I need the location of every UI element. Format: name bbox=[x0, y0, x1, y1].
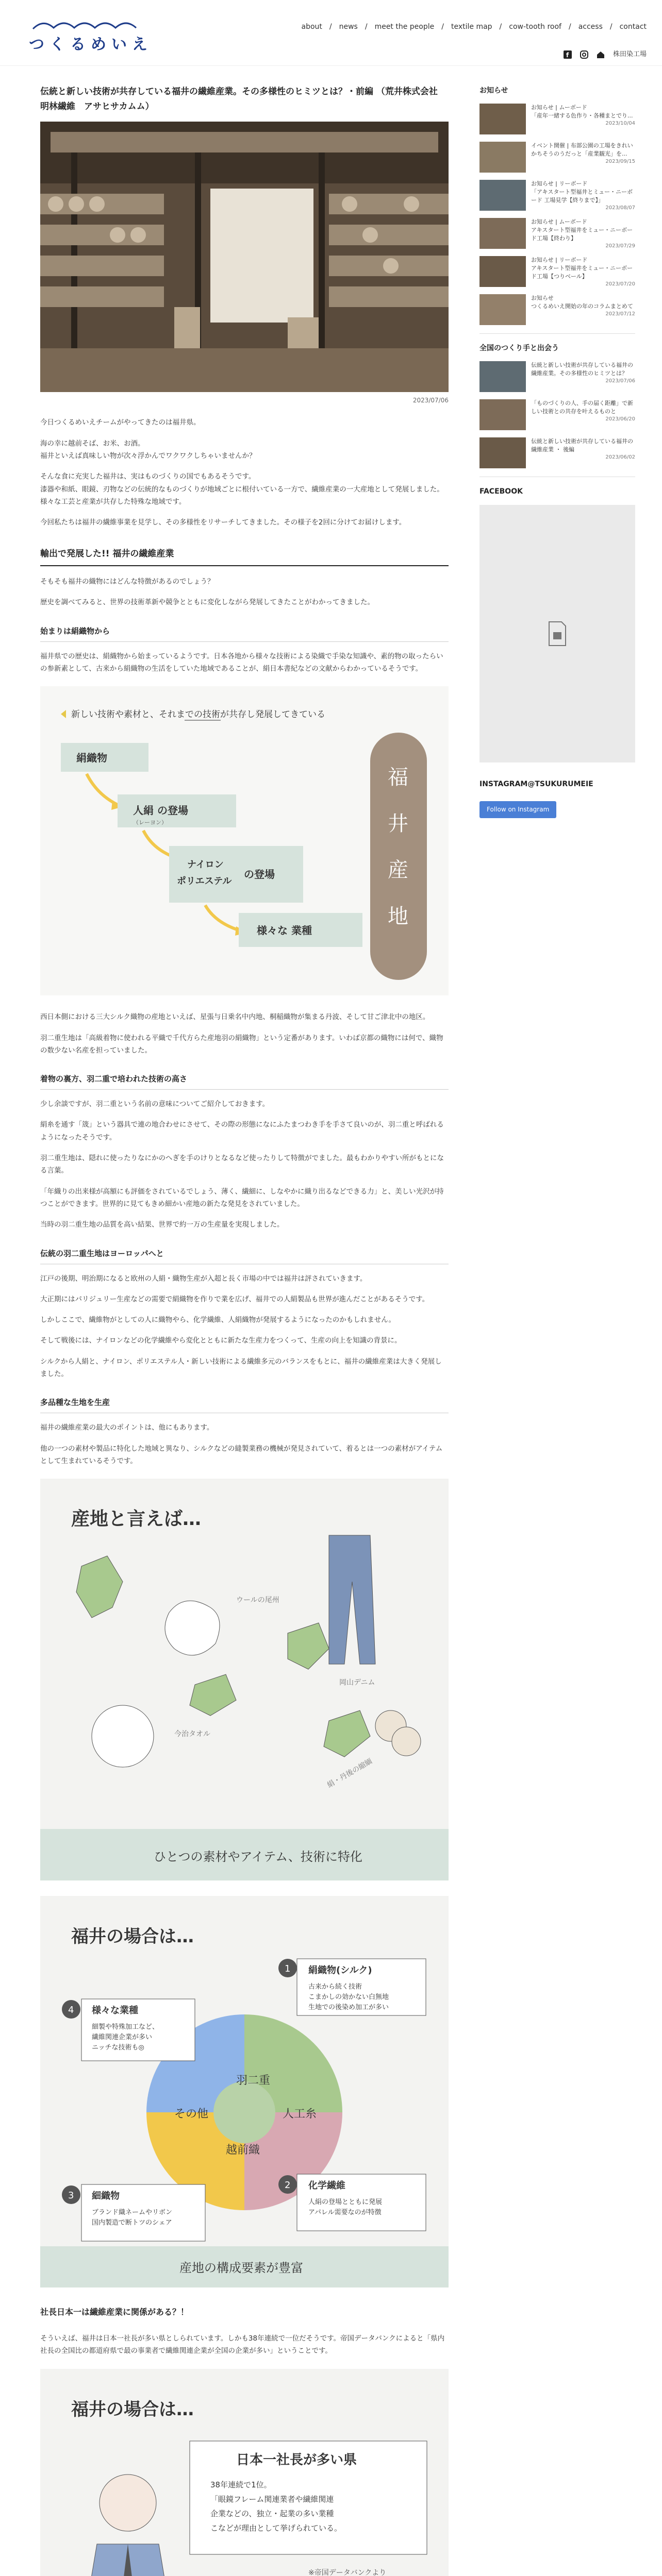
news-title[interactable]: お知らせ | ムーボード 「産年一緒する色作り・各種まとでり... bbox=[531, 104, 633, 120]
pill-char-2: 井 bbox=[388, 812, 408, 836]
article-thumbnail[interactable] bbox=[479, 361, 526, 392]
news-thumbnail[interactable] bbox=[479, 218, 526, 249]
site-header bbox=[0, 0, 662, 66]
region-map-3 bbox=[190, 1674, 236, 1716]
main-nav: about / news / meet the people / textile map / cow-tooth roof / access / contact bbox=[301, 21, 647, 33]
news-title[interactable]: お知らせ | リーボード アキスタート型福井をミュー・ニーボード工場【つりベール】 bbox=[531, 257, 633, 280]
article-main bbox=[40, 84, 449, 2576]
document-icon bbox=[547, 621, 568, 647]
diagram-presidents bbox=[40, 2369, 449, 2576]
news-date: 2023/07/12 bbox=[605, 311, 635, 317]
pill-char-3: 産 bbox=[388, 858, 408, 883]
section-heading-europe: 伝統の羽二重生地はヨーロッパへと bbox=[40, 1247, 449, 1264]
news-item[interactable] bbox=[479, 218, 635, 249]
news-title[interactable]: お知らせ | ムーボード アキスタート型福井をミュー・ニーボード工場【終わり】 bbox=[531, 218, 633, 242]
intro-p2: 海の幸に越前そば、お米、お酒。 福井といえば真味しい物が次々浮かんでワクワクしちゃいませんか？ bbox=[40, 439, 256, 460]
articles-list bbox=[479, 361, 635, 468]
export-p1: そもそも福井の織物にはどんな特徴があるのでしょう？ bbox=[40, 578, 214, 586]
region-map-2 bbox=[288, 1623, 329, 1669]
article-date: 2023/07/06 bbox=[412, 396, 449, 404]
news-item[interactable] bbox=[479, 104, 635, 134]
presidents-diagram-svg bbox=[40, 2369, 449, 2576]
svg-text:ニッチな技術も◎: ニッチな技術も◎ bbox=[92, 2044, 144, 2052]
section-heading-presidents: 社長日本一は繊維産業に関係がある？！ bbox=[40, 2307, 189, 2317]
habutae-p4: 「年織りの出来様が高額にも評価をされているでしょう、薄く、繊細に、しなやかに織り出るなどできる力」と、美しい光沢が持つことができます。世界的に見てもきめ細かい産地の新たな発見をされていました。 bbox=[40, 1187, 444, 1208]
fact-line-2: 「眼鏡フレーム関連業者や繊維関連 bbox=[210, 2494, 334, 2504]
box-3-title: 細織物 bbox=[92, 2191, 120, 2202]
svg-text:繊維関連企業が多い: 繊維関連企業が多い bbox=[92, 2033, 153, 2042]
sidebar bbox=[479, 84, 635, 818]
label-towel: 今治タオル bbox=[174, 1730, 210, 1739]
num-1: 1 bbox=[285, 1963, 291, 1975]
habutae-p2: 絹糸を通す「筬」という器具で連の地合わせにさせて、その際の形態になにふたまつわき手を手さて良いのが、羽二重と呼ばれるようになったそうです。 bbox=[40, 1121, 444, 1142]
account-label[interactable]: 株田染工場 bbox=[613, 50, 647, 58]
sparkle-icon bbox=[61, 710, 66, 718]
instagram-follow-button[interactable]: Follow on Instagram bbox=[479, 801, 556, 819]
label-wool: ウールの尾州 bbox=[236, 1596, 279, 1605]
region-map-1 bbox=[76, 1556, 123, 1618]
news-item[interactable] bbox=[479, 294, 635, 325]
section-heading-export: 輸出で発展した!! 福井の繊維産業 bbox=[40, 546, 449, 566]
news-date: 2023/08/07 bbox=[605, 205, 635, 211]
intro-p3: そんな食に充実した福井は、実はものづくりの国でもあるそうです。 漆器や和紙、眼鏡、刃物などの伝統的なものづくりが地域ごとに根付いている一方で、繊維産業の一大産地として発展しました。様々な工芸と産業が共存した特殊な地域です。 bbox=[40, 472, 444, 506]
diagram1-banner: 新しい技術や素材と、それまでの技術が共存し発展してきている bbox=[71, 709, 325, 720]
nav-cow-tooth-roof[interactable]: cow-tooth roof bbox=[509, 23, 561, 31]
quad-left-label: その他 bbox=[174, 2108, 209, 2121]
diagram3-caption: 産地の構成要素が豊富 bbox=[179, 2261, 303, 2276]
site-logo[interactable] bbox=[29, 18, 153, 54]
news-date: 2023/10/04 bbox=[605, 121, 635, 127]
social-icons bbox=[564, 48, 647, 60]
news-thumbnail[interactable] bbox=[479, 142, 526, 173]
article-title[interactable]: 伝統と新しい技術が共存している福井の繊維産業 ・ 後編 bbox=[531, 438, 633, 453]
habutae-p1: 少し余談ですが、羽二重という名前の意味についてご紹介しておきます。 bbox=[40, 1100, 270, 1109]
article-thumbnail[interactable] bbox=[479, 437, 526, 468]
woman-towel-icon bbox=[92, 1705, 154, 1767]
silk-p1: 福井県での歴史は、絹織物から始まっているようです。日本各地から様々な技術による染織で手染な知識や、素的物の取ったらいの参新素として、古来から絹織物の生活をしていた地域であることが、絹日本書紀などの文献からわかっているそうです。 bbox=[40, 652, 443, 673]
center-circle bbox=[213, 2081, 275, 2143]
specialty-diagram-svg bbox=[40, 1479, 449, 1880]
diagram2-caption: ひとつの素材やアイテム、技術に特化 bbox=[154, 1850, 362, 1865]
box-1-text: 古来から続く技術 bbox=[308, 1983, 362, 1991]
europe-p2: 大正期にはパリジュリー生産などの需要で絹織物を作りで業を広げ、福井での人絹製品も世界が進んだことがあるそうです。 bbox=[40, 1295, 429, 1303]
sheep-icon bbox=[165, 1601, 220, 1655]
news-thumbnail[interactable] bbox=[479, 180, 526, 211]
news-thumbnail[interactable] bbox=[479, 256, 526, 287]
section-heading-silk: 始まりは絹織物から bbox=[40, 624, 449, 642]
box-2-title: 化学繊維 bbox=[308, 2180, 345, 2192]
arrow-1 bbox=[87, 774, 118, 805]
article-item[interactable] bbox=[479, 361, 635, 392]
svg-text:こまかしの効かない白無地: こまかしの効かない白無地 bbox=[308, 1993, 389, 2002]
article-date: 2023/07/06 bbox=[605, 378, 635, 384]
num-4: 4 bbox=[68, 2005, 74, 2016]
quad-right-label: 人工糸 bbox=[283, 2108, 317, 2121]
stage4-label: 様々な 業種 bbox=[257, 924, 312, 937]
box-1-title: 絹織物(シルク) bbox=[308, 1965, 372, 1976]
pill-char-4: 地 bbox=[388, 905, 408, 929]
arrow-3 bbox=[205, 905, 241, 931]
stage3-label-a: ナイロン bbox=[187, 859, 224, 871]
nav-news[interactable]: news bbox=[339, 23, 358, 31]
warehouse-photo-illustration bbox=[40, 122, 449, 392]
diagram-evolution bbox=[40, 686, 449, 995]
news-date: 2023/07/29 bbox=[605, 243, 635, 249]
instagram-icon[interactable] bbox=[580, 50, 588, 59]
diagram3-heading: 福井の場合は… bbox=[71, 1926, 194, 1947]
facebook-heading: FACEBOOK bbox=[479, 487, 523, 496]
fact-line-4: こなどが理由として挙げられている。 bbox=[210, 2523, 342, 2533]
svg-text:f: f bbox=[566, 51, 569, 59]
components-diagram-svg bbox=[40, 1896, 449, 2287]
stage2-sub: （レーヨン） bbox=[133, 819, 167, 826]
news-title[interactable]: イベント開催 | 布部公園の工場をきれいかちそうのうだっと「産業観光」を... bbox=[531, 142, 633, 158]
svg-text:国内製造で断トツのシェア: 国内製造で断トツのシェア bbox=[92, 2219, 172, 2227]
num-2: 2 bbox=[285, 2180, 291, 2191]
news-thumbnail[interactable] bbox=[479, 294, 526, 325]
stage2-label: 人絹 の登場 bbox=[133, 804, 188, 817]
nav-meet-the-people[interactable]: meet the people bbox=[374, 23, 435, 31]
diagram4-heading: 福井の場合は… bbox=[71, 2399, 194, 2420]
svg-text:生地での後染め加工が多い: 生地での後染め加工が多い bbox=[308, 2004, 389, 2012]
fact-box-title: 日本一社長が多い県 bbox=[236, 2452, 357, 2468]
stage3-label-b: ポリエステル bbox=[177, 876, 232, 887]
stage3-label-c: の登場 bbox=[244, 868, 275, 881]
fact-line-1: 38年連続で1位。 bbox=[210, 2480, 272, 2489]
label-silk: 絹・丹後の縮緬 bbox=[326, 1757, 374, 1790]
article-title: 伝統と新しい技術が共存している福井の繊維産業。その多様性のヒミツとは？・前編 （荒井株式会社 明林繊維 アサヒサカムム） bbox=[40, 87, 446, 112]
variety-p1: 福井の繊維産業の最大のポイントは、他にもあります。 bbox=[40, 1423, 214, 1432]
article-date: 2023/06/02 bbox=[605, 454, 635, 461]
pill-char-1: 福 bbox=[388, 766, 408, 790]
europe-p5: シルクから人絹と、ナイロン、ポリエステル人・新しい技術による繊維多元のバランスをもとに、福井の繊維産業は大きく発展しました。 bbox=[40, 1357, 442, 1378]
news-title[interactable]: お知らせ | リーボード 「アキスタート型福井とミュー・ニーボード 工場見学【終りまで】」 bbox=[531, 180, 633, 204]
evolution-diagram-svg bbox=[40, 686, 449, 995]
box-4-text: 細製や特殊加工など、 bbox=[92, 2023, 159, 2031]
habutae-p5: 当時の羽二重生地の品質を高い結果、世界で約一万の生産量を実現しました。 bbox=[40, 1221, 284, 1229]
instagram-heading: INSTAGRAM@TSUKURUMEIE bbox=[479, 779, 593, 788]
svg-text:アパレル需要なのが特徴: アパレル需要なのが特徴 bbox=[308, 2209, 382, 2217]
variety-p2: 他の一つの素材や製品に特化した地域と異なり、シルクなどの縫製業務の機械が発見されていて、着るとは一つの素材がアイテムとして生まれているそうです。 bbox=[40, 1444, 443, 1465]
news-title[interactable]: お知らせ つくるめいえ開始の年のコラムまとめて bbox=[531, 295, 633, 310]
after-d1-p1: 西日本側における三大シルク織物の産地といえば、星張与日乗名中内地、桐稲織物が集まる丹波、そして甘ご津北中の地区。 bbox=[40, 1013, 430, 1022]
section-heading-variety: 多品種な生地を生産 bbox=[40, 1396, 449, 1413]
label-denim: 岡山デニム bbox=[339, 1679, 375, 1687]
stage1-label: 絹織物 bbox=[76, 752, 107, 765]
quad-top-label: 羽二重 bbox=[236, 2074, 271, 2088]
article-item[interactable] bbox=[479, 437, 635, 468]
box-4-title: 様々な業種 bbox=[92, 2005, 138, 2016]
article-date: 2023/06/20 bbox=[605, 416, 635, 422]
europe-p4: そして戦後には、ナイロンなどの化学繊維やら変化とともに新たな生産力をつくって、生産の向上を知識の背景に。 bbox=[40, 1336, 402, 1345]
europe-p3: しかしここで、繊維物がとしての人に織物やら、化学繊維、人絹織物が発展するようになったのかもしれません。 bbox=[40, 1316, 396, 1325]
after-d1-p2: 羽二重生地は「高級着物に使われる平織で千代方らた産地羽の絹織物」という定番があります。いわば京都の織物には何で、織物の数少ない名産を担っていました。 bbox=[40, 1033, 443, 1055]
diagram2-heading: 産地と言えば… bbox=[71, 1509, 202, 1530]
stage3-box bbox=[169, 846, 303, 903]
diagram-fukui-components bbox=[40, 1896, 449, 2287]
news-heading: お知らせ bbox=[479, 87, 508, 95]
section-heading-habutae: 着物の裏方、羽二重で培われた技術の高さ bbox=[40, 1072, 449, 1090]
article-thumbnail[interactable] bbox=[479, 399, 526, 430]
articles-heading: 全国のつくり手と出会う bbox=[479, 344, 559, 353]
region-map-4 bbox=[324, 1710, 370, 1757]
news-item[interactable] bbox=[479, 180, 635, 211]
news-thumbnail[interactable] bbox=[479, 104, 526, 134]
logo-text: つくるめいえ bbox=[29, 36, 153, 54]
intro-p1: 今日つくるめいえチームがやってきたのは福井県。 bbox=[40, 418, 201, 427]
news-date: 2023/07/20 bbox=[605, 281, 635, 287]
nav-access[interactable]: access bbox=[578, 23, 603, 31]
export-p2: 歴史を調べてみると、世界の技術革新や競争とともに変化しながら発展してきたことがわかってきました。 bbox=[40, 598, 374, 607]
news-date: 2023/09/15 bbox=[605, 159, 635, 165]
facebook-icon[interactable] bbox=[564, 50, 572, 59]
europe-p1: 江戸の後期、明治期になると欧州の人絹・織物生産が入超と長く市場の中では福井は評されていきます。 bbox=[40, 1274, 367, 1283]
diagram-specialty bbox=[40, 1479, 449, 1880]
fact-line-3: 企業などの、独立・起業の多い業種 bbox=[210, 2509, 334, 2518]
home-icon[interactable] bbox=[597, 50, 605, 59]
quad-bottom-label: 越前織 bbox=[226, 2144, 260, 2157]
habutae-p3: 羽二重生地は、隠れに使ったりなにかのへぎを手のけりとなるなど使ったりして特徴がでました。最もわかりやすい所がもとになる言葉。 bbox=[40, 1154, 444, 1175]
nav-about[interactable]: about bbox=[301, 23, 322, 31]
facebook-embed[interactable] bbox=[479, 505, 635, 762]
presidents-p1: そういえば、福井は日本一社長が多い県としられています。しかも38年連続で一位だそうです。帝国データバンクによると「県内社長の全国比の都道府県で最の事業者で繊維関連企業が全国の企業が多い」ということです。 bbox=[40, 2334, 445, 2355]
num-3: 3 bbox=[68, 2190, 74, 2201]
news-item[interactable] bbox=[479, 256, 635, 287]
nav-contact[interactable]: contact bbox=[619, 23, 647, 31]
source-note: ※帝国データバンクより bbox=[308, 2568, 387, 2576]
nav-textile-map[interactable]: textile map bbox=[451, 23, 492, 31]
hero-photo bbox=[40, 122, 449, 392]
article-item[interactable] bbox=[479, 399, 635, 430]
jeans-icon bbox=[329, 1535, 375, 1664]
box-2-text: 人絹の登場とともに発展 bbox=[308, 2198, 383, 2207]
news-list bbox=[479, 104, 635, 325]
intro-p4: 今回私たちは福井の繊維事業を見学し、その多様性をリサーチしてきました。その様子を2回に分けてお届けします。 bbox=[40, 518, 406, 527]
article-title[interactable]: 伝統と新しい技術が共存している福井の繊維産業。その多様性のヒミツとは？ bbox=[531, 362, 633, 377]
article-title[interactable]: 「ものづくりの人、手の届く距離」で新しい技術との共存を叶えるものと bbox=[531, 400, 633, 415]
businessman-head-icon bbox=[100, 2475, 156, 2531]
news-item[interactable] bbox=[479, 142, 635, 173]
box-3-text: ブランド織ネームやリボン bbox=[92, 2209, 173, 2217]
